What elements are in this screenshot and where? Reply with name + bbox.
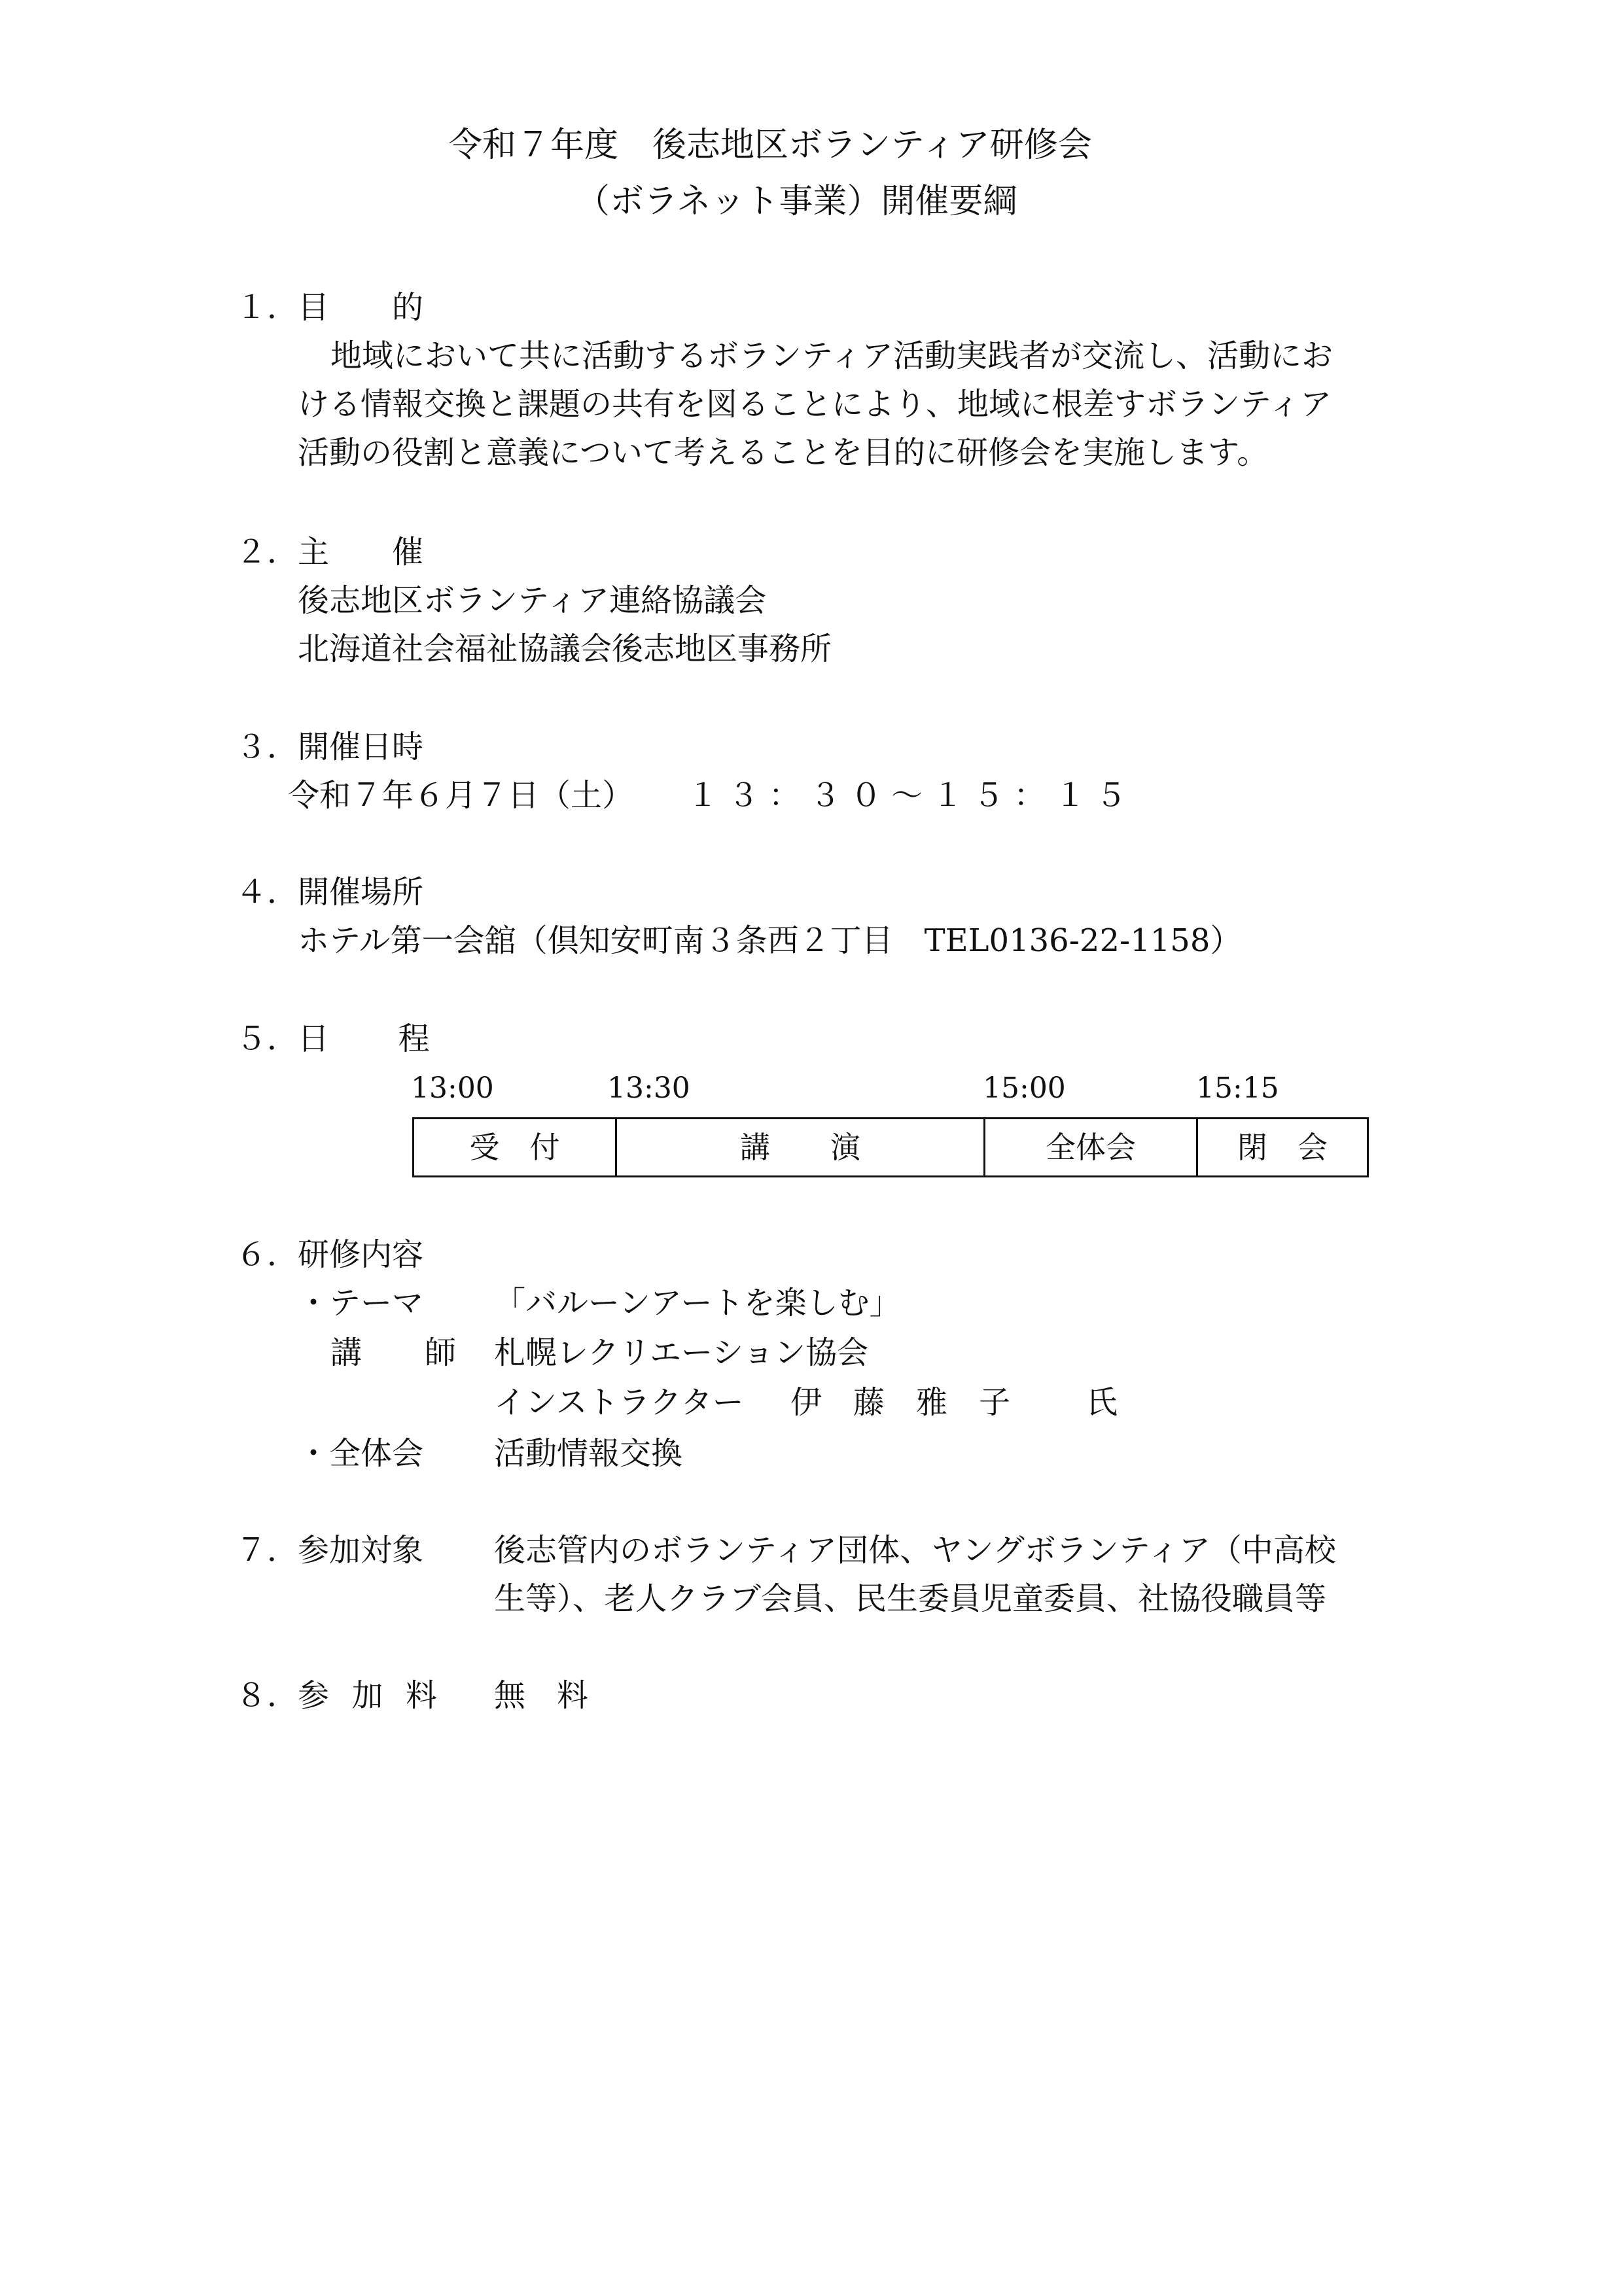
section-number: ７． bbox=[236, 1532, 299, 1569]
section-number: ２． bbox=[236, 534, 299, 570]
section-number: ４． bbox=[236, 874, 299, 911]
fee-value: 無 料 bbox=[494, 1677, 589, 1714]
schedule-time: 15:15 bbox=[1196, 1071, 1279, 1105]
document-title-line-1: 令和７年度 後志地区ボランティア研修会 bbox=[448, 126, 1092, 165]
lecturer-title: インストラクター bbox=[494, 1384, 744, 1421]
schedule-time: 13:30 bbox=[607, 1071, 690, 1105]
schedule-block-closing: 閉 会 bbox=[1237, 1130, 1328, 1165]
paragraph-line: 地域において共に活動するボランティア活動実践者が交流し、活動にお bbox=[330, 338, 1333, 374]
lecturer-label: 講 師 bbox=[330, 1334, 472, 1371]
lecturer-organization: 札幌レクリエーション協会 bbox=[494, 1334, 869, 1371]
section-number: ８． bbox=[236, 1677, 299, 1714]
venue-address: ホテル第一会舘（倶知安町南３条西２丁目 TEL0136-22-1158） bbox=[298, 922, 1242, 959]
schedule-block-lecture: 講 演 bbox=[617, 1119, 985, 1175]
participants-line: 後志管内のボランティア団体、ヤングボランティア（中高校 bbox=[494, 1532, 1336, 1569]
plenary-label: ・全体会 bbox=[298, 1435, 424, 1472]
section-heading: 開催日時 bbox=[298, 729, 424, 765]
theme-label: ・テーマ bbox=[298, 1285, 424, 1321]
document-title-line-2: （ボラネット事業）開催要綱 bbox=[576, 182, 1017, 221]
section-number: １． bbox=[236, 289, 299, 326]
event-time: １３：３０～１５：１５ bbox=[687, 777, 1137, 814]
section-heading: 参 加 料 bbox=[298, 1677, 444, 1714]
schedule-block-reception: 受 付 bbox=[414, 1119, 617, 1175]
section-number: ６． bbox=[236, 1236, 299, 1273]
participants-line: 生等）、老人クラブ会員、民生委員児童委員、社協役職員等 bbox=[494, 1580, 1327, 1617]
section-heading: 研修内容 bbox=[298, 1236, 424, 1273]
organizer-name: 後志地区ボランティア連絡協議会 bbox=[298, 582, 767, 619]
lecturer-name: 伊 藤 雅 子 bbox=[790, 1384, 1011, 1421]
section-heading: 開催場所 bbox=[298, 874, 424, 911]
schedule-table bbox=[412, 1117, 1369, 1177]
organizer-name: 北海道社会福祉協議会後志地区事務所 bbox=[298, 631, 832, 667]
plenary-value: 活動情報交換 bbox=[494, 1435, 683, 1472]
schedule-time: 15:00 bbox=[983, 1071, 1066, 1105]
schedule-time: 13:00 bbox=[411, 1071, 494, 1105]
section-heading: 日 程 bbox=[298, 1020, 449, 1057]
section-number: ３． bbox=[236, 729, 299, 765]
theme-value: 「バルーンアートを楽しむ」 bbox=[494, 1285, 901, 1321]
schedule-block-plenary: 全体会 bbox=[985, 1119, 1198, 1175]
section-heading: 目 的 bbox=[298, 289, 440, 326]
lecturer-honorific: 氏 bbox=[1086, 1384, 1118, 1421]
section-heading: 主 催 bbox=[298, 534, 440, 570]
section-number: ５． bbox=[236, 1020, 299, 1057]
section-heading: 参加対象 bbox=[298, 1532, 424, 1569]
event-date: 令和７年６月７日（土） bbox=[288, 777, 634, 814]
paragraph-line: 活動の役割と意義について考えることを目的に研修会を実施します。 bbox=[298, 434, 1269, 471]
paragraph-line: ける情報交換と課題の共有を図ることにより、地域に根差すボランティア bbox=[298, 386, 1332, 423]
